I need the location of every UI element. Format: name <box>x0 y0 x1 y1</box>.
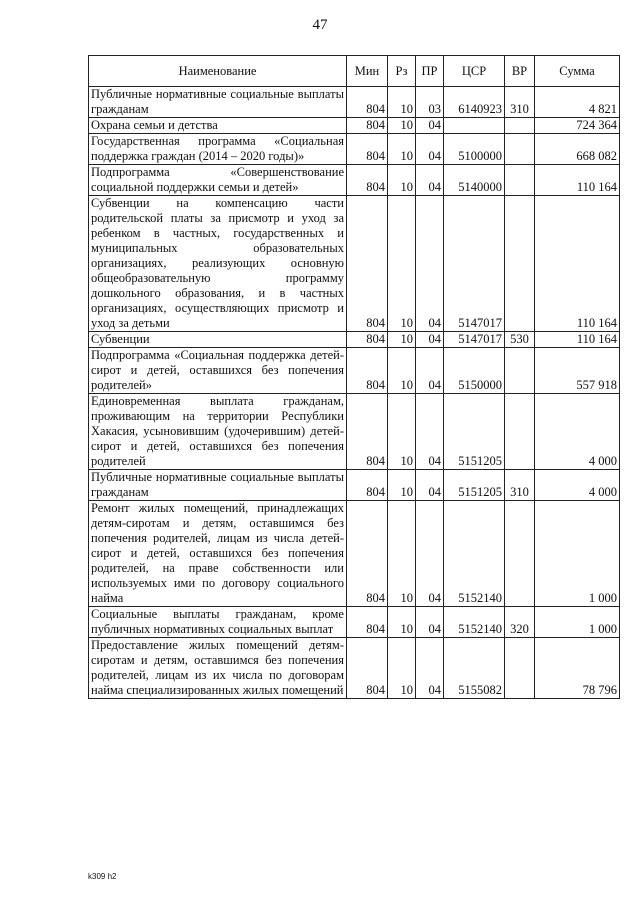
cell-pr: 04 <box>416 607 444 638</box>
cell-pr: 04 <box>416 348 444 394</box>
cell-pr: 04 <box>416 332 444 348</box>
cell-rz: 10 <box>388 87 416 118</box>
cell-name: Охрана семьи и детства <box>89 118 347 134</box>
cell-rz: 10 <box>388 348 416 394</box>
cell-vr <box>505 501 535 607</box>
cell-vr <box>505 196 535 332</box>
header-name: Наименование <box>89 56 347 87</box>
cell-vr <box>505 638 535 699</box>
cell-min: 804 <box>347 118 388 134</box>
cell-rz: 10 <box>388 394 416 470</box>
cell-min: 804 <box>347 394 388 470</box>
cell-vr <box>505 118 535 134</box>
cell-name: Единовременная выплата гражданам, проживающим на территории Республики Хакасия, усыновившим (удочерившим) детей-сирот и детей, оставшихся без попечения родителей <box>89 394 347 470</box>
header-rz: Рз <box>388 56 416 87</box>
cell-sum: 4 000 <box>535 470 620 501</box>
cell-rz: 10 <box>388 332 416 348</box>
cell-pr: 04 <box>416 638 444 699</box>
cell-name: Субвенции на компенсацию части родительской платы за присмотр и уход за ребенком в частных, государственных и муниципальных образовательных организациях, реализующих основную общеобразовательную программу дошкольного образования, и в частных организациях, осуществляющих присмотр и уход за детьми <box>89 196 347 332</box>
table-body <box>89 87 620 699</box>
cell-name: Публичные нормативные социальные выплаты гражданам <box>89 87 347 118</box>
cell-vr <box>505 165 535 196</box>
cell-pr: 04 <box>416 118 444 134</box>
cell-name: Субвенции <box>89 332 347 348</box>
cell-min: 804 <box>347 134 388 165</box>
table-row <box>89 87 620 118</box>
header-csr: ЦСР <box>444 56 505 87</box>
cell-rz: 10 <box>388 134 416 165</box>
cell-pr: 04 <box>416 501 444 607</box>
cell-rz: 10 <box>388 470 416 501</box>
cell-rz: 10 <box>388 501 416 607</box>
table-row <box>89 134 620 165</box>
cell-csr: 5147017 <box>444 332 505 348</box>
cell-pr: 04 <box>416 165 444 196</box>
cell-pr: 04 <box>416 394 444 470</box>
table-row <box>89 638 620 699</box>
cell-csr <box>444 118 505 134</box>
cell-pr: 04 <box>416 134 444 165</box>
cell-vr: 320 <box>505 607 535 638</box>
cell-min: 804 <box>347 196 388 332</box>
cell-sum: 4 821 <box>535 87 620 118</box>
header-vr: ВР <box>505 56 535 87</box>
cell-pr: 04 <box>416 470 444 501</box>
cell-csr: 6140923 <box>444 87 505 118</box>
cell-rz: 10 <box>388 118 416 134</box>
cell-vr: 530 <box>505 332 535 348</box>
table-row <box>89 470 620 501</box>
cell-csr: 5152140 <box>444 501 505 607</box>
cell-rz: 10 <box>388 165 416 196</box>
cell-rz: 10 <box>388 607 416 638</box>
cell-sum: 110 164 <box>535 165 620 196</box>
table-row <box>89 348 620 394</box>
header-sum: Сумма <box>535 56 620 87</box>
cell-sum: 4 000 <box>535 394 620 470</box>
cell-vr <box>505 348 535 394</box>
cell-sum: 724 364 <box>535 118 620 134</box>
cell-pr: 04 <box>416 196 444 332</box>
table-row <box>89 165 620 196</box>
table-header-row <box>89 56 620 87</box>
cell-vr: 310 <box>505 87 535 118</box>
cell-min: 804 <box>347 607 388 638</box>
cell-rz: 10 <box>388 638 416 699</box>
cell-csr: 5151205 <box>444 394 505 470</box>
cell-name: Подпрограмма «Социальная поддержка детей-сирот и детей, оставшихся без попечения родителей» <box>89 348 347 394</box>
table-row <box>89 118 620 134</box>
cell-vr <box>505 394 535 470</box>
cell-min: 804 <box>347 501 388 607</box>
cell-csr: 5147017 <box>444 196 505 332</box>
cell-min: 804 <box>347 165 388 196</box>
cell-sum: 110 164 <box>535 332 620 348</box>
cell-name: Ремонт жилых помещений, принадлежащих детям-сиротам и детям, оставшимся без попечения родителей, лицам из числа детей-сирот и детей, оставшихся без попечения родителей, на праве собственности или используемых ими по договору социального найма <box>89 501 347 607</box>
table-row <box>89 196 620 332</box>
cell-sum: 1 000 <box>535 607 620 638</box>
cell-min: 804 <box>347 332 388 348</box>
cell-min: 804 <box>347 348 388 394</box>
cell-name: Публичные нормативные социальные выплаты гражданам <box>89 470 347 501</box>
table-row <box>89 501 620 607</box>
header-min: Мин <box>347 56 388 87</box>
cell-sum: 668 082 <box>535 134 620 165</box>
table-row <box>89 394 620 470</box>
cell-pr: 03 <box>416 87 444 118</box>
cell-name: Государственная программа «Социальная поддержка граждан (2014 – 2020 годы)» <box>89 134 347 165</box>
cell-sum: 78 796 <box>535 638 620 699</box>
cell-sum: 557 918 <box>535 348 620 394</box>
footer-code: k309 h2 <box>88 872 117 881</box>
cell-min: 804 <box>347 470 388 501</box>
cell-csr: 5100000 <box>444 134 505 165</box>
cell-csr: 5140000 <box>444 165 505 196</box>
page-number: 47 <box>312 17 328 33</box>
cell-vr: 310 <box>505 470 535 501</box>
cell-csr: 5150000 <box>444 348 505 394</box>
cell-name: Социальные выплаты гражданам, кроме публичных нормативных социальных выплат <box>89 607 347 638</box>
cell-csr: 5151205 <box>444 470 505 501</box>
cell-min: 804 <box>347 87 388 118</box>
cell-name: Предоставление жилых помещений детям-сиротам и детям, оставшимся без попечения родителей, лицам из их числа по договорам найма специализированных жилых помещений <box>89 638 347 699</box>
table-row <box>89 607 620 638</box>
cell-name: Подпрограмма «Совершенствование социальной поддержки семьи и детей» <box>89 165 347 196</box>
cell-vr <box>505 134 535 165</box>
cell-sum: 110 164 <box>535 196 620 332</box>
table-row <box>89 332 620 348</box>
cell-rz: 10 <box>388 196 416 332</box>
cell-csr: 5152140 <box>444 607 505 638</box>
budget-table <box>88 55 620 699</box>
cell-csr: 5155082 <box>444 638 505 699</box>
cell-sum: 1 000 <box>535 501 620 607</box>
cell-min: 804 <box>347 638 388 699</box>
header-pr: ПР <box>416 56 444 87</box>
